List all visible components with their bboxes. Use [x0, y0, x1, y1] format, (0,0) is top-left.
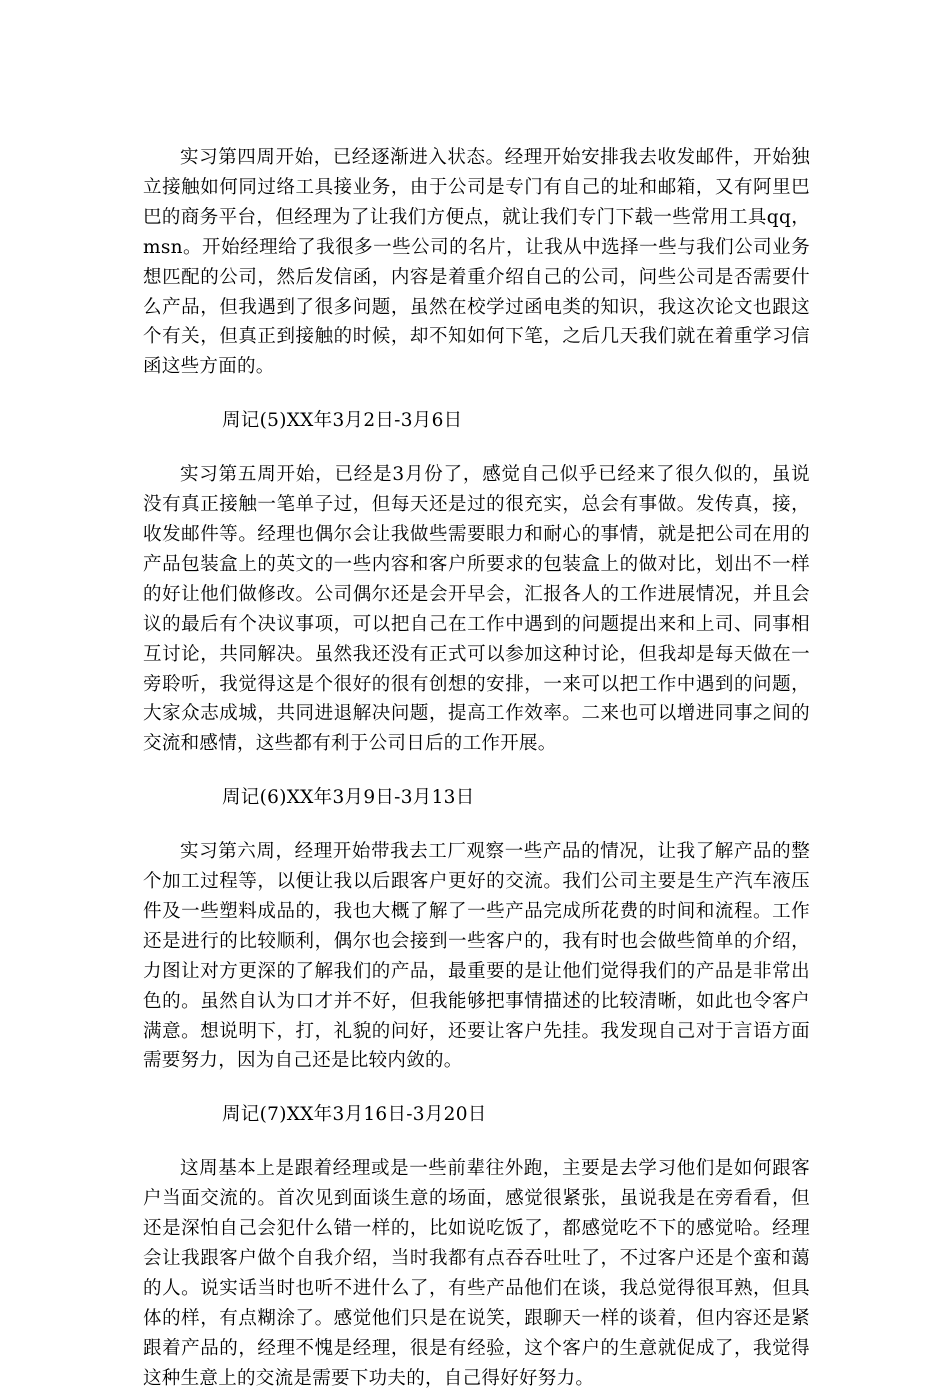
heading-week7: 周记(7)XX年3月16日-3月20日	[222, 1104, 487, 1126]
heading-week5: 周记(5)XX年3月2日-3月6日	[222, 410, 463, 432]
document-body	[143, 143, 810, 1394]
paragraph-week4: 实习第四周开始，已经逐渐进入状态。经理开始安排我去收发邮件，开始独立接触如何同过络工具接业务，由于公司是专门有自己的址和邮箱，又有阿里巴巴的商务平台，但经理为了让我们方便点，就让我们专门下载一些常用工具qq，msn。开始经理给了我很多一些公司的名片，让我从中选择一些与我们公司业务想匹配的公司，然后发信函，内容是着重介绍自己的公司，问些公司是否需要什么产品，但我遇到了很多问题，虽然在校学过函电类的知识，我这次论文也跟这个有关，但真正到接触的时候，却不知如何下笔，之后几天我们就在着重学习信函这些方面的。	[143, 147, 810, 378]
paragraph-week5: 实习第五周开始，已经是3月份了，感觉自己似乎已经来了很久似的，虽说没有真正接触一笔单子过，但每天还是过的很充实，总会有事做。发传真，接，收发邮件等。经理也偶尔会让我做些需要眼力和耐心的事情，就是把公司在用的产品包装盒上的英文的一些内容和客户所要求的包装盒上的做对比，划出不一样的好让他们做修改。公司偶尔还是会开早会，汇报各人的工作进展情况，并且会议的最后有个决议事项，可以把自己在工作中遇到的问题提出来和上司、同事相互讨论，共同解决。虽然我还没有正式可以参加这种讨论，但我却是每天做在一旁聆听，我觉得这是个很好的很有创想的安排，一来可以把工作中遇到的问题，大家众志成城，共同进退解决问题，提高工作效率。二来也可以增进同事之间的交流和感情，这些都有利于公司日后的工作开展。	[143, 464, 810, 755]
paragraph-week6: 实习第六周，经理开始带我去工厂观察一些产品的情况，让我了解产品的整个加工过程等，以便让我以后跟客户更好的交流。我们公司主要是生产汽车液压件及一些塑料成品的，我也大概了解了一些产品完成所花费的时间和流程。工作还是进行的比较顺利，偶尔也会接到一些客户的，我有时也会做些简单的介绍，力图让对方更深的了解我们的产品，最重要的是让他们觉得我们的产品是非常出色的。虽然自认为口才并不好，但我能够把事情描述的比较清晰，如此也令客户满意。想说明下，打，礼貌的问好，还要让客户先挂。我发现自己对于言语方面需要努力，因为自己还是比较内敛的。	[143, 841, 810, 1072]
heading-week6: 周记(6)XX年3月9日-3月13日	[222, 787, 475, 809]
paragraph-week7: 这周基本上是跟着经理或是一些前辈往外跑，主要是去学习他们是如何跟客户当面交流的。首次见到面谈生意的场面，感觉很紧张，虽说我是在旁看看，但还是深怕自己会犯什么错一样的，比如说吃饭了，都感觉吃不下的感觉哈。经理会让我跟客户做个自我介绍，当时我都有点吞吞吐吐了，不过客户还是个蛮和蔼的人。说实话当时也听不进什么了，有些产品他们在谈，我总觉得很耳熟，但具体的样，有点糊涂了。感觉他们只是在说笑，跟聊天一样的谈着，但内容还是紧跟着产品的，经理不愧是经理，很是有经验，这个客户的生意就促成了，我觉得这种生意上的交流是需要下功夫的，自己得好好努力。	[143, 1158, 810, 1389]
